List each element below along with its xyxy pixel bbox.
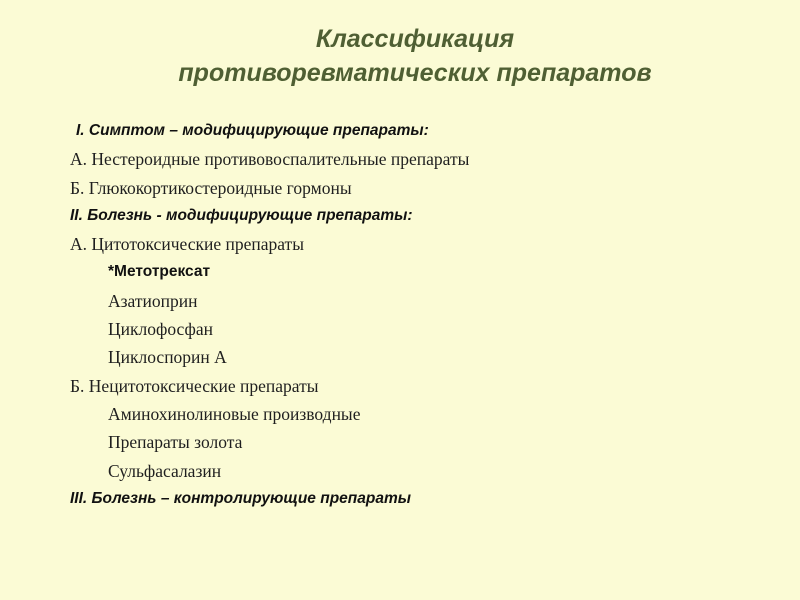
drug-cyclosporine: Циклоспорин А [108,347,227,368]
drug-aminoquinolines: Аминохинолиновые производные [108,403,361,424]
list-item-noncytotoxic: Б. Нецитотоксические препараты [70,375,319,396]
drug-gold-preparations: Препараты золота [108,432,243,453]
slide-title-line-2: противоревматических препаратов [178,59,652,87]
drug-sulfasalazine: Сульфасалазин [108,460,222,481]
list-item-glucocorticoids: Б. Глюкокортикостероидные гормоны [70,177,352,198]
drug-cyclophosphamide: Циклофосфан [108,319,213,340]
drug-methotrexate: *Метотрексат [108,263,211,281]
slide-title-line-1: Классификация [315,25,515,53]
section-disease-modifying: II. Болезнь - модифицирующие препараты: [70,206,413,224]
drug-azathioprine: Азатиоприн [108,290,198,311]
section-symptom-modifying: I. Симптом – модифицирующие препараты: [76,122,429,139]
slide-title [0,22,800,90]
classification-list [70,117,770,513]
list-item-cytotoxic: А. Цитотоксические препараты [70,234,304,255]
list-item-nsaid: А. Нестероидные противовоспалительные препараты [70,149,470,170]
section-disease-controlling: III. Болезнь – контролирующие препараты [70,489,411,507]
